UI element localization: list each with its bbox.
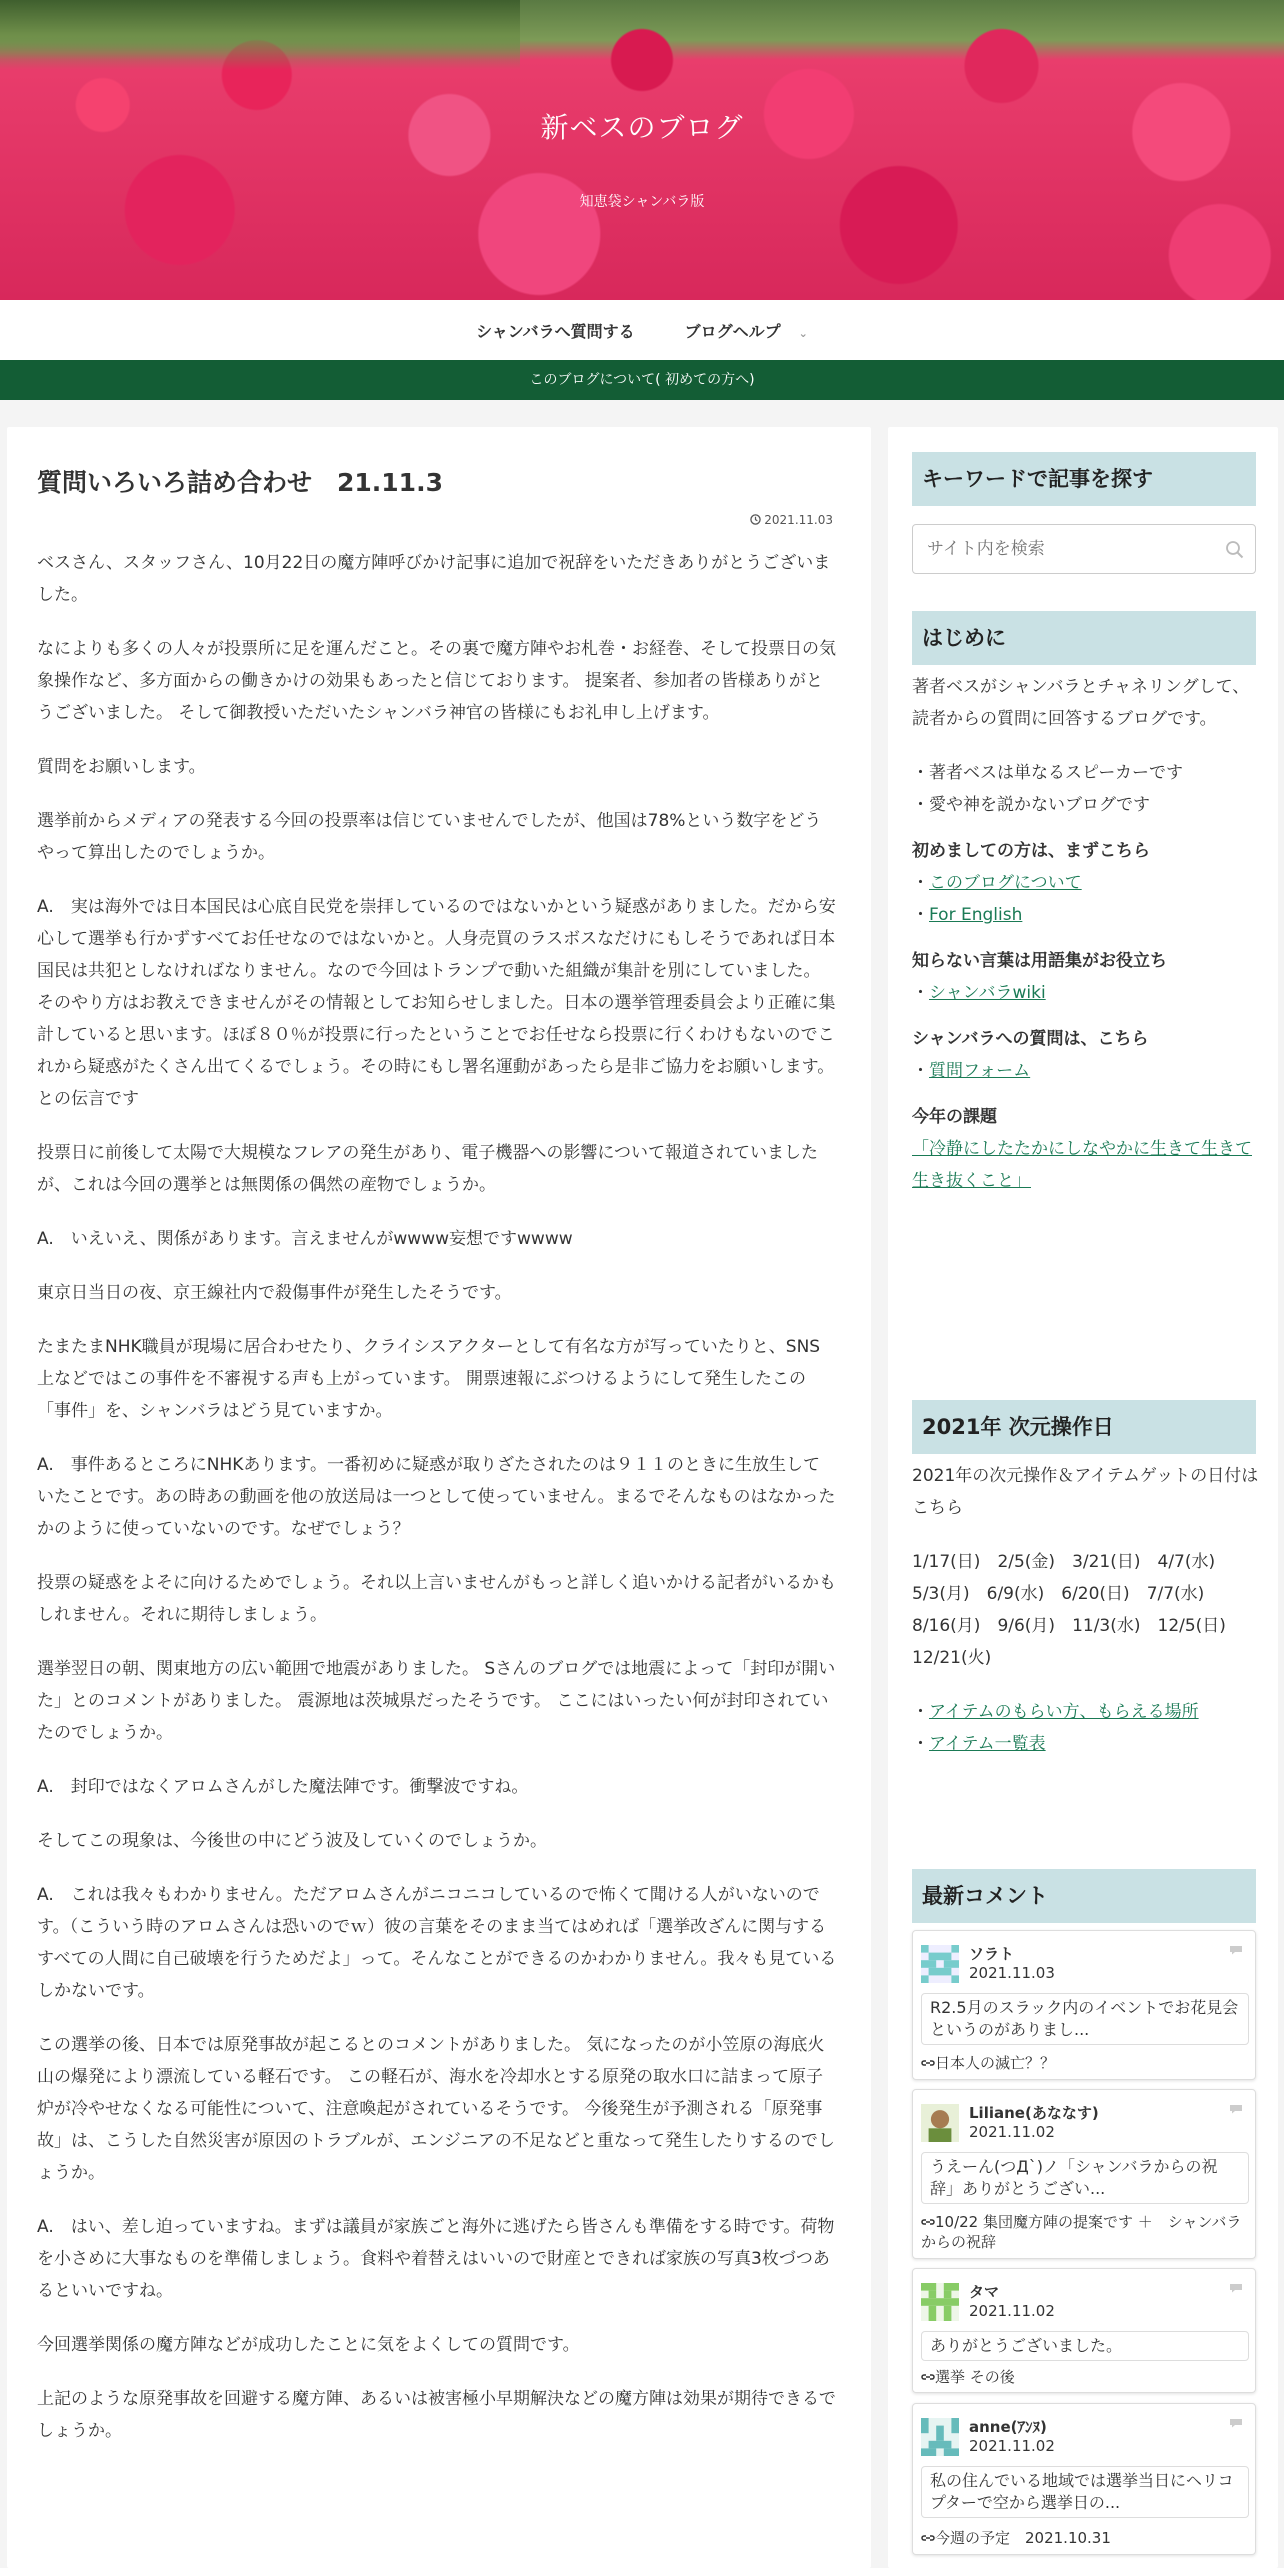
link-icon: [921, 2532, 935, 2544]
wiki-link[interactable]: シャンバラwiki: [929, 983, 1046, 1003]
bullet-mark: ・: [912, 1061, 929, 1081]
nav-item-blog-help[interactable]: [685, 319, 808, 342]
item-list-link[interactable]: アイテム一覧表: [929, 1734, 1046, 1754]
comment-post-link[interactable]: [921, 2053, 1251, 2073]
article-paragraph: A. はい、差し迫っていますね。まずは議員が家族ごと海外に逃げたら皆さんも準備をする時です。荷物を小さめに大事なものを準備しましょう。食料や着替えはいいので財産とできれば家族の写真3枚づつあるといいですね。: [37, 2217, 835, 2301]
comment-post-link[interactable]: [921, 2528, 1251, 2548]
comment-bubble-icon: [1229, 2418, 1243, 2428]
dimension-widget: [912, 1460, 1262, 1760]
first-time-label: 初めましての方は、まずこちら: [912, 841, 1150, 861]
dimension-widget-heading: 2021年 次元操作日: [912, 1400, 1256, 1454]
yearly-theme-link[interactable]: 「冷静にしたたかにしなやかに生きて生きて生き抜くこと」: [912, 1139, 1252, 1191]
article-paragraph: A. 実は海外では日本国民は心底自民党を崇拝しているのではないかという疑惑がありました。だから安心して選挙も行かずすべてお任せなのではないかと。人身売買のラスボスなだけにもしそうであれば日本国民は共犯としなければなりません。なので今回はトランプで動いた組織が集計を別にしていました。そのやり方はお教えできませんがその情報としてお知らせしました。日本の選挙管理委員会より正確に集計していると思います。ほぼ８０％が投票に行ったということでお任せなら投票に行くわけもないのでこれから疑惑がたくさん出てくるでしょう。その時にもし署名運動があったら是非ご協力をお願いします。との伝言です: [37, 897, 836, 1109]
link-icon: [921, 2216, 935, 2228]
comment-excerpt: ありがとうございました。: [921, 2331, 1249, 2361]
comment-item[interactable]: [912, 1930, 1256, 2080]
dimension-dates-line: 5/3(月) 6/9(水) 6/20(日) 7/7(水): [912, 1584, 1205, 1604]
nav-item-label: ブログヘルプ: [684, 321, 781, 341]
sidebar: [888, 427, 1278, 2568]
bullet-mark: ・: [912, 905, 929, 925]
chevron-down-icon: ⌄: [798, 326, 808, 340]
article-title: 質問いろいろ詰め合わせ 21.11.3: [37, 468, 443, 497]
question-form-link[interactable]: 質問フォーム: [929, 1061, 1031, 1081]
article-paragraph: 選挙翌日の朝、関東地方の広い範囲で地震がありました。 Sさんのブログでは地震によって「封印が開いた」とのコメントがありました。 震源地は茨城県だったそうです。 ここにはいったい何が封印されていたのでしょうか。: [37, 1659, 836, 1743]
nav-item-ask-shambhala[interactable]: シャンバラへ質問する: [476, 321, 635, 341]
question-label: シャンバラへの質問は、こちら: [912, 1029, 1149, 1049]
article-paragraph: A. 封印ではなくアロムさんがした魔法陣です。衝撃波ですね。: [37, 1777, 529, 1797]
article-paragraph: A. 事件あるところにNHKあります。一番初めに疑惑が取りざたされたのは９１１のときに生放生していたことです。あの時あの動画を他の放送局は一つとして使っていません。まるでそんなものはなかったかのように使っていないのです。なぜでしょう？: [37, 1455, 836, 1539]
avatar: [921, 2104, 959, 2142]
global-nav: [0, 300, 1284, 360]
comment-date: 2021.11.03: [969, 1964, 1055, 1982]
bullet-mark: ・: [912, 1702, 929, 1722]
article: [7, 427, 871, 2568]
comment-author: ソラト: [969, 1945, 1015, 1963]
comment-excerpt: R2.5月のスラック内のイベントでお花見会というのがありまし...: [921, 1993, 1249, 2045]
link-icon: [921, 2057, 935, 2069]
article-paragraph: 今回選挙関係の魔方陣などが成功したことに気をよくしての質問です。: [37, 2335, 580, 2355]
intro-text: 著者ベスがシャンバラとチャネリングして、読者からの質問に回答するブログです。: [912, 677, 1250, 729]
header-banner: [0, 0, 1284, 300]
intro-bullet: ・著者ベスは単なるスピーカーです: [912, 763, 1183, 783]
comment-excerpt: うえーん(つД`)ノ「シャンバラからの祝辞」ありがとうござい...: [921, 2152, 1249, 2204]
article-paragraph: 選挙前からメディアの発表する今回の投票率は信じていませんでしたが、他国は78%という数字をどうやって算出したのでしょうか。: [37, 811, 822, 863]
bullet-mark: ・: [912, 873, 929, 893]
banner-foliage: [0, 0, 520, 70]
article-paragraph: ベスさん、スタッフさん、10月22日の魔方陣呼びかけ記事に追加で祝辞をいただきありがとうございました。: [37, 553, 831, 605]
english-link[interactable]: For English: [929, 905, 1023, 925]
site-tagline: 知恵袋シャンバラ版: [579, 194, 705, 210]
intro-widget: [912, 671, 1262, 1197]
search-form: [912, 524, 1256, 574]
article-paragraph: 質問をお願いします。: [37, 757, 206, 777]
comment-post-title: 今週の予定 2021.10.31: [935, 2529, 1111, 2547]
dimension-dates-line: 1/17(日) 2/5(金) 3/21(日) 4/7(水): [912, 1552, 1216, 1572]
comment-date: 2021.11.02: [969, 2123, 1055, 2141]
about-blog-notice[interactable]: このブログについて( 初めての方へ): [0, 360, 1284, 400]
comment-date: 2021.11.02: [969, 2302, 1055, 2320]
article-paragraph: この選挙の後、日本では原発事故が起こるとのコメントがありました。 気になったのが小笠原の海底火山の爆発により漂流している軽石です。 この軽石が、海水を冷却水とする原発の取水口に詰まって原子炉が冷やせなくなる可能性について、注意喚起がされているそうです。 今後発生が予測される「原発事故」は、こうした自然災害が原因のトラブルが、エンジニアの不足などと重なって発生したりするのでしょうか。: [37, 2035, 835, 2183]
comment-post-link[interactable]: [921, 2212, 1251, 2252]
comment-excerpt: 私の住んでいる地域では選挙当日にヘリコプターで空から選挙日の...: [921, 2466, 1249, 2518]
comment-item[interactable]: [912, 2403, 1256, 2555]
comment-bubble-icon: [1229, 2104, 1243, 2114]
comment-item[interactable]: [912, 2268, 1256, 2393]
intro-bullet: ・愛や神を説かないブログです: [912, 795, 1150, 815]
about-blog-link[interactable]: このブログについて: [929, 873, 1082, 893]
comment-item[interactable]: [912, 2089, 1256, 2259]
item-howto-link[interactable]: アイテムのもらい方、もらえる場所: [929, 1702, 1199, 1722]
article-paragraph: A. これは我々もわかりません。ただアロムさんがニコニコしているので怖くて聞ける人がいないのです。（こういう時のアロムさんは恐いのでｗ）彼の言葉をそのまま当てはめれば「選挙改ざんに関与するすべての人間に自己破壊を行うためだよ」って。そんなことができるのかわかりません。我々も見ているしかないです。: [37, 1885, 837, 2001]
link-icon: [921, 2371, 935, 2383]
comment-post-link[interactable]: [921, 2367, 1251, 2387]
comment-post-title: 10/22 集団魔方陣の提案です ＋ シャンバラからの祝辞: [921, 2213, 1242, 2251]
intro-widget-heading: はじめに: [912, 611, 1256, 665]
article-date-text: 2021.11.03: [764, 513, 833, 527]
comment-author: タマ: [969, 2283, 1000, 2301]
glossary-label: 知らない言葉は用語集がお役立ち: [912, 951, 1167, 971]
comment-post-title: 選挙 その後: [935, 2368, 1015, 2386]
article-paragraph: 東京日当日の夜、京王線社内で殺傷事件が発生したそうです。: [37, 1283, 512, 1303]
bullet-mark: ・: [912, 1734, 929, 1754]
avatar: [921, 2418, 959, 2456]
article-date: [750, 513, 833, 527]
article-body: [37, 547, 837, 2469]
article-paragraph: A. いえいえ、関係があります。言えませんがwwww妄想ですwwww: [37, 1229, 573, 1249]
article-paragraph: 上記のような原発事故を回避する魔方陣、あるいは被害極小早期解決などの魔方陣は効果が期待できるでしょうか。: [37, 2389, 836, 2441]
comment-bubble-icon: [1229, 2283, 1243, 2293]
search-icon[interactable]: [1225, 540, 1245, 560]
search-input[interactable]: [913, 525, 1203, 573]
bullet-mark: ・: [912, 983, 929, 1003]
search-widget-heading: キーワードで記事を探す: [912, 452, 1256, 506]
article-paragraph: 投票の疑惑をよそに向けるためでしょう。それ以上言いませんがもっと詳しく追いかける記者がいるかもしれません。それに期待しましょう。: [37, 1573, 836, 1625]
dimension-text: 2021年の次元操作＆アイテムゲットの日付はこちら: [912, 1466, 1259, 1518]
comment-author: anne(ｱﾝﾇ): [969, 2418, 1047, 2436]
article-paragraph: 投票日に前後して太陽で大規模なフレアの発生があり、電子機器への影響について報道されていましたが、これは今回の選挙とは無関係の偶然の産物でしょうか。: [37, 1143, 818, 1195]
yearly-theme-label: 今年の課題: [912, 1107, 997, 1127]
comment-post-title: 日本人の滅亡？？: [935, 2054, 1056, 2072]
dimension-dates-line: 8/16(月) 9/6(月) 11/3(水) 12/5(日): [912, 1616, 1226, 1636]
article-paragraph: たまたまNHK職員が現場に居合わせたり、クライシスアクターとして有名な方が写っていたりと、SNS上などではこの事件を不審視する声も上がっています。 開票速報にぶつけるようにして発生したこの「事件」を、シャンバラはどう見ていますか。: [37, 1337, 821, 1421]
comment-bubble-icon: [1229, 1945, 1243, 1955]
comment-author: Liliane(あななす): [969, 2104, 1099, 2122]
site-title[interactable]: 新ベスのブログ: [540, 111, 744, 144]
article-paragraph: なによりも多くの人々が投票所に足を運んだこと。その裏で魔方陣やお札巻・お経巻、そして投票日の気象操作など、多方面からの働きかけの効果もあったと信じております。 提案者、参加者の皆様ありがとうございました。 そして御教授いただいたシャンバラ神官の皆様にもお礼申し上げます。: [37, 639, 836, 723]
avatar: [921, 1945, 959, 1983]
article-paragraph: そしてこの現象は、今後世の中にどう波及していくのでしょうか。: [37, 1831, 547, 1851]
comment-date: 2021.11.02: [969, 2437, 1055, 2455]
clock-icon: [750, 514, 761, 525]
avatar: [921, 2283, 959, 2321]
dimension-dates-line: 12/21(火): [912, 1648, 992, 1668]
comments-widget-heading: 最新コメント: [912, 1869, 1256, 1923]
